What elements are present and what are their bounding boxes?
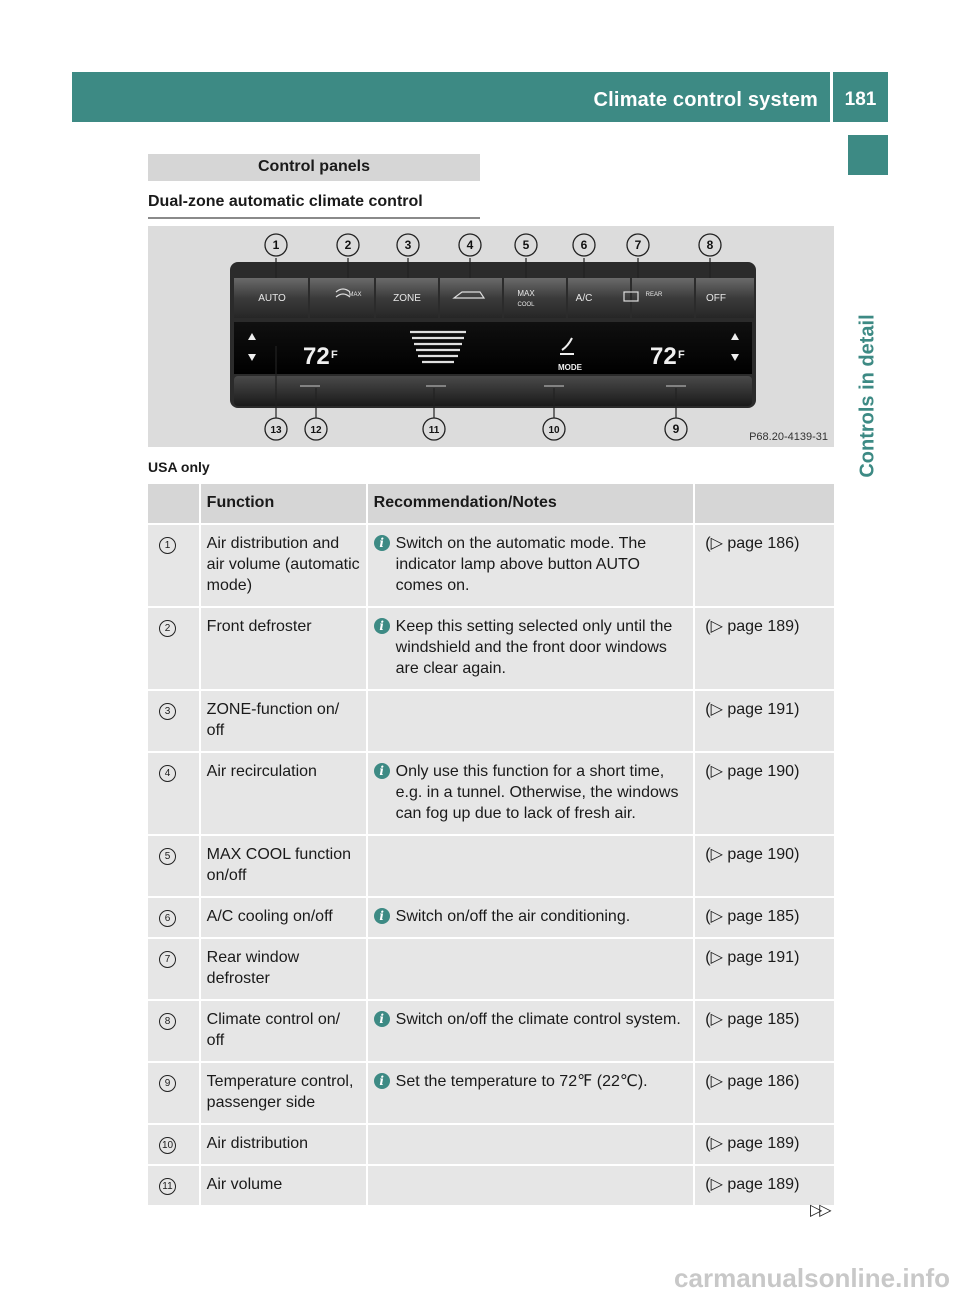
callout-1: 1 bbox=[272, 238, 280, 252]
function-cell: Air distribution bbox=[201, 1125, 368, 1166]
notes-cell bbox=[368, 608, 696, 691]
table-row bbox=[148, 1125, 834, 1166]
notes-cell bbox=[368, 836, 696, 898]
item-number: 8 bbox=[159, 1013, 176, 1030]
item-number: 3 bbox=[159, 703, 176, 720]
svg-text:F: F bbox=[678, 349, 685, 361]
page-reference[interactable]: (▷ page 189) bbox=[705, 1176, 800, 1193]
btn-label-maxcool-2: COOL bbox=[517, 302, 535, 308]
temp-right: 72 bbox=[650, 343, 677, 370]
table-row bbox=[148, 1063, 834, 1125]
item-number: 1 bbox=[159, 537, 176, 554]
callout-8: 8 bbox=[706, 238, 714, 252]
climate-panel-illustration bbox=[148, 226, 834, 447]
table-row bbox=[148, 753, 834, 836]
item-number: 11 bbox=[159, 1178, 176, 1195]
btn-label-ac: A/C bbox=[575, 293, 593, 304]
notes-cell bbox=[368, 753, 696, 836]
table-row bbox=[148, 898, 834, 939]
table-header-row bbox=[148, 484, 834, 525]
subsection-heading: Dual-zone automatic climate control bbox=[148, 193, 480, 219]
notes-cell bbox=[368, 691, 696, 753]
page-reference[interactable]: (▷ page 191) bbox=[705, 949, 800, 966]
col-header-number bbox=[148, 484, 201, 525]
notes-cell bbox=[368, 898, 696, 939]
item-number: 6 bbox=[159, 910, 176, 927]
btn-label-maxcool-1: MAX bbox=[517, 289, 535, 298]
btn-label-auto: AUTO bbox=[258, 293, 286, 304]
table-row bbox=[148, 1166, 834, 1207]
note-text: Keep this setting selected only until the windshield and the front door windows are clear again. bbox=[395, 618, 673, 677]
btn-label-max: MAX bbox=[348, 292, 362, 298]
table-row bbox=[148, 525, 834, 608]
function-cell: Air distribution and air volume (automatic mode) bbox=[201, 525, 368, 608]
page-reference[interactable]: (▷ page 189) bbox=[705, 1135, 800, 1152]
function-cell: Air recirculation bbox=[201, 753, 368, 836]
page-number: 181 bbox=[844, 89, 877, 110]
callout-7: 7 bbox=[634, 238, 642, 252]
btn-label-rear: REAR bbox=[645, 292, 663, 298]
info-icon: i bbox=[374, 535, 390, 551]
function-cell: Temperature control, passenger side bbox=[201, 1063, 368, 1125]
table-row bbox=[148, 1001, 834, 1063]
item-number: 7 bbox=[159, 951, 176, 968]
info-icon: i bbox=[374, 1073, 390, 1089]
page-reference[interactable]: (▷ page 190) bbox=[705, 763, 800, 780]
notes-cell bbox=[368, 1063, 696, 1125]
notes-cell bbox=[368, 1125, 696, 1166]
col-header-ref bbox=[695, 484, 834, 525]
btn-label-zone: ZONE bbox=[393, 293, 421, 304]
climate-panel-figure bbox=[148, 226, 834, 447]
rocker-bar bbox=[234, 376, 752, 406]
col-header-function: Function bbox=[201, 484, 368, 525]
figure-caption: USA only bbox=[148, 459, 210, 475]
function-cell: Air volume bbox=[201, 1166, 368, 1207]
controls-table bbox=[148, 484, 834, 1207]
temp-left: 72 bbox=[303, 343, 330, 370]
continue-mark: ▷▷ bbox=[810, 1202, 829, 1219]
table-row bbox=[148, 691, 834, 753]
side-tab-label: Controls in detail bbox=[856, 314, 879, 478]
callout-11: 11 bbox=[428, 425, 440, 436]
page-reference[interactable]: (▷ page 185) bbox=[705, 1011, 800, 1028]
item-number: 4 bbox=[159, 765, 176, 782]
callout-9: 9 bbox=[672, 422, 680, 436]
notes-cell bbox=[368, 525, 696, 608]
side-tab bbox=[848, 135, 888, 1215]
notes-cell bbox=[368, 1001, 696, 1063]
function-cell: Climate control on/ off bbox=[201, 1001, 368, 1063]
table-body bbox=[148, 525, 834, 1207]
function-cell: Rear window defroster bbox=[201, 939, 368, 1001]
item-number: 2 bbox=[159, 620, 176, 637]
function-cell: Front defroster bbox=[201, 608, 368, 691]
callout-10: 10 bbox=[548, 425, 560, 436]
info-icon: i bbox=[374, 908, 390, 924]
page-reference[interactable]: (▷ page 186) bbox=[705, 1073, 800, 1090]
page-reference[interactable]: (▷ page 186) bbox=[705, 535, 800, 552]
info-icon: i bbox=[374, 763, 390, 779]
page-reference[interactable]: (▷ page 190) bbox=[705, 846, 800, 863]
callout-5: 5 bbox=[522, 238, 530, 252]
page-reference[interactable]: (▷ page 191) bbox=[705, 701, 800, 718]
note-text: Only use this function for a short time, e.g. in a tunnel. Otherwise, the windows can fog up due to lack of fresh air. bbox=[395, 763, 679, 822]
notes-cell bbox=[368, 1166, 696, 1207]
callout-13: 13 bbox=[270, 425, 282, 436]
note-text: Switch on the automatic mode. The indicator lamp above button AUTO comes on. bbox=[395, 535, 647, 594]
callout-4: 4 bbox=[466, 238, 474, 252]
table-row bbox=[148, 939, 834, 1001]
note-text: Switch on/off the climate control system. bbox=[395, 1011, 681, 1028]
page-header bbox=[72, 72, 888, 122]
function-cell: ZONE-function on/ off bbox=[201, 691, 368, 753]
section-heading: Control panels bbox=[148, 154, 480, 181]
function-cell: MAX COOL function on/off bbox=[201, 836, 368, 898]
page-reference[interactable]: (▷ page 185) bbox=[705, 908, 800, 925]
page-reference[interactable]: (▷ page 189) bbox=[705, 618, 800, 635]
callout-6: 6 bbox=[580, 238, 588, 252]
table-row bbox=[148, 836, 834, 898]
chapter-title: Climate control system bbox=[593, 89, 818, 111]
callout-3: 3 bbox=[404, 238, 412, 252]
note-text: Switch on/off the air conditioning. bbox=[395, 908, 631, 925]
watermark: carmanualsonline.info bbox=[674, 1263, 950, 1293]
table-row bbox=[148, 608, 834, 691]
item-number: 10 bbox=[159, 1137, 176, 1154]
callout-2: 2 bbox=[344, 238, 352, 252]
col-header-notes: Recommendation/Notes bbox=[368, 484, 696, 525]
top-button-row bbox=[234, 278, 754, 318]
side-tab-block bbox=[848, 135, 888, 175]
item-number: 9 bbox=[159, 1075, 176, 1092]
note-text: Set the temperature to 72℉ (22℃). bbox=[395, 1073, 648, 1090]
info-icon: i bbox=[374, 1011, 390, 1027]
figure-code: P68.20-4139-31 bbox=[749, 431, 828, 443]
callout-12: 12 bbox=[310, 425, 322, 436]
item-number: 5 bbox=[159, 848, 176, 865]
mode-label: MODE bbox=[558, 363, 582, 372]
btn-label-off: OFF bbox=[706, 293, 726, 304]
info-icon: i bbox=[374, 618, 390, 634]
notes-cell bbox=[368, 939, 696, 1001]
function-cell: A/C cooling on/off bbox=[201, 898, 368, 939]
svg-text:F: F bbox=[331, 349, 338, 361]
